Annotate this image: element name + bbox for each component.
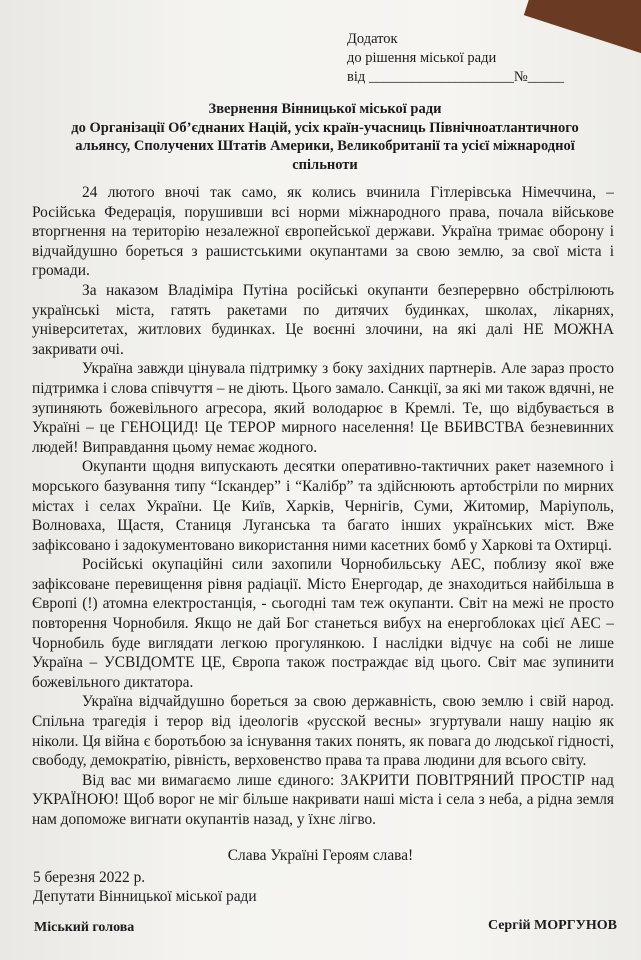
document-date: 5 березня 2022 р.: [33, 869, 146, 886]
date-block: [33, 868, 257, 906]
deputies-line: Депутати Вінницької міської ради: [33, 888, 257, 905]
appendix-line: до рішення міської ради: [347, 50, 497, 66]
paragraph: Від вас ми вимагаємо лише єдиного: ЗАКРИТИ ПОВІТРЯНИЙ ПРОСТІР над УКРАЇНОЮ! Щоб ворог не міг більше накривати наші міста і села з неба, а рідна земля нам допоможе вигнати окупантів назад, у їхнє лігво.: [32, 771, 614, 828]
title-line: спільноти: [292, 156, 358, 173]
paragraph: Україна завжди цінувала підтримку з боку західних партнерів. Але зараз просто підтримка і слова співчуття – не діють. Цього замало. Санкції, за які ми також вдячні, не зупиняють божевільного агресора, який володарює в Кремлі. Те, що відбувається в Україні – це ГЕНОЦИД! Це ТЕРОР мирного населення! Це ВБИВСТВА безневинних людей! Виправдання цьому немає жодного.: [32, 360, 614, 456]
paragraph: Україна відчайдушно бореться за свою державність, свою землю і свій народ. Спільна трагедія і терор від ідеологів «русской весны» згуртували нашу націю як ніколи. Ця війна є боротьбою за існування таких понять, як повага до людської гідності, свободу, демократію, рівність, верховенство права та права людини для всього світу.: [32, 693, 614, 770]
appendix-line: від ____________________№_____: [347, 69, 564, 85]
closing-slogan: Слава Україні Героям слава!: [227, 847, 414, 864]
title-line: до Організації Об’єднаних Націй, усіх країн-учасниць Північноатлантичного: [71, 119, 579, 136]
document-body: [32, 183, 614, 830]
paragraph: Окупанти щодня випускають десятки оперативно-тактичних ракет наземного і морського базування типу “Іскандер” і “Калібр” та здійснюють артобстріли по мирних містах і селах України. Це Київ, Харків, Чернігів, Суми, Житомир, Маріуполь, Волноваха, Щастя, Станиця Луганська та багато інших українських міст. Вже зафіксовано і задокументовано використання ними касетних бомб у Харкові та Охтирці.: [32, 458, 614, 554]
paragraph: За наказом Владіміра Путіна російські окупанти безперервно обстрілюють українські міста, гатять ракетами по дитячих будинках, школах, лікарнях, університетах, житлових будинках. Це воєнні злочини, на які далі НЕ МОЖНА закривати очі.: [32, 281, 614, 358]
appendix-header: [347, 30, 564, 87]
paragraph: Російські окупаційні сили захопили Чорнобильську АЕС, поблизу якої вже зафіксоване перевищення рівня радіації. Місто Енергодар, де знаходиться найбільша в Європі (!) атомна електростанція, - сьогодні там теж окупанти. Світ на межі не просто повторення Чорнобиля. Якщо не дай Бог станеться вибух на енергоблоках цієї АЕС – Чорнобиль буде виглядати легкою прогулянкою. І наслідки відчує на собі не лише Україна – УСВІДОМТЕ ЦЕ, Європа також постраждає від цього. Світ має зупинити божевільного диктатора.: [32, 556, 614, 691]
signature-position: Міський голова: [34, 920, 135, 935]
title-line: Звернення Вінницької міської ради: [208, 101, 442, 117]
appendix-line: Додаток: [347, 31, 398, 47]
signature-name: Сергій МОРГУНОВ: [487, 918, 617, 933]
paragraph: 24 лютого вночі так само, як колись вчинила Гітлерівська Німеччина, – Російська Федерація, порушивши всі норми міжнародного права, почала військове вторгнення на територію незалежної європейської держави. Україна тримає оборону і відчайдушно бореться з рашистськими окупантами за свою землю, за свої міста і громади.: [32, 184, 614, 280]
document-title: [30, 100, 620, 174]
title-line: альянсу, Сполучених Штатів Америки, Великобританії та усієї міжнародної: [75, 138, 575, 155]
